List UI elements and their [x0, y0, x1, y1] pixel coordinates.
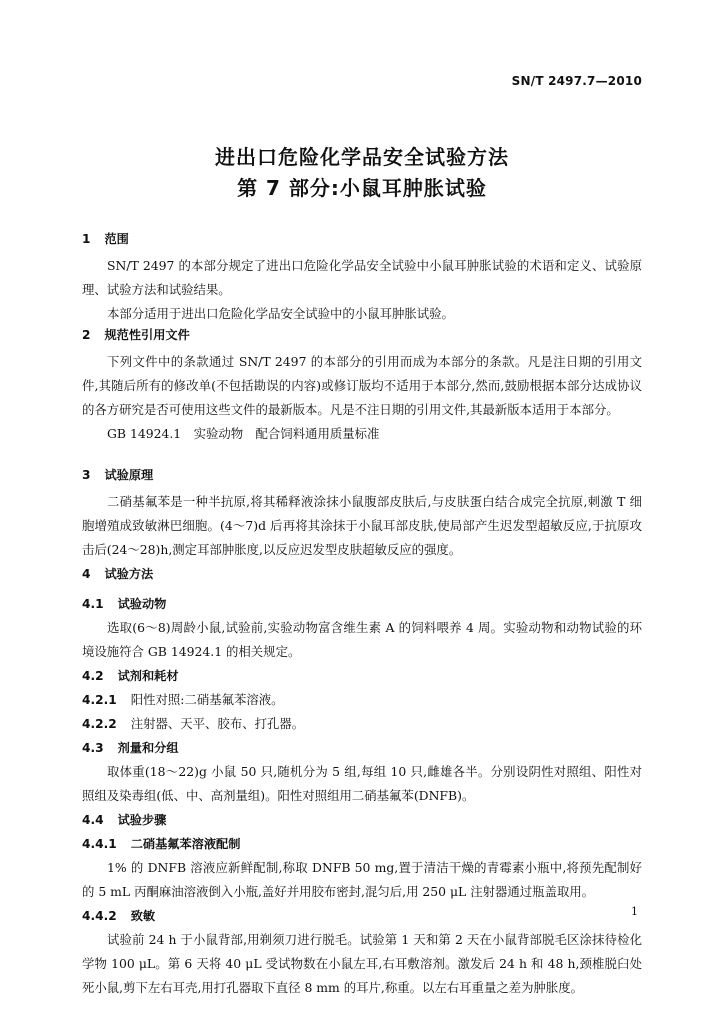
- paragraph: 下列文件中的条款通过 SN/T 2497 的本部分的引用而成为本部分的条款。凡是注日期的引用文件,其随后所有的修改单(不包括勘误的内容)或修订版均不适用于本部分,然而,鼓励根据本部分达成协议的各方研究是否可使用这些文件的最新版本。凡是不注日期的引用文件,其最新版本适用于本部分。: [82, 354, 642, 417]
- paragraph: 1% 的 DNFB 溶液应新鲜配制,称取 DNFB 50 mg,置于清洁干燥的青霉素小瓶中,将预先配制好的 5 mL 丙酮麻油溶液倒入小瓶,盖好并用胶布密封,混匀后,用 250 μL 注射器通过瓶盖取用。: [82, 860, 642, 899]
- paragraph: 二硝基氟苯是一种半抗原,将其稀释液涂抹小鼠腹部皮肤后,与皮肤蛋白结合成完全抗原,刺激 T 细胞增殖成致敏淋巴细胞。(4～7)d 后再将其涂抹于小鼠耳部皮肤,使局部产生迟发型超敏反应,于抗原攻击后(24～28)h,测定耳部肿胀度,以反应迟发型皮肤超敏反应的强度。: [82, 494, 642, 557]
- section-2: [82, 323, 642, 446]
- section-title: 规范性引用文件: [104, 328, 190, 342]
- section-number: 3: [82, 468, 91, 482]
- item-number: 4.2.2: [82, 717, 117, 731]
- standard-code: SN/T 2497.7—2010: [511, 74, 642, 88]
- sub-subsection-number: 4.4.2: [82, 909, 117, 923]
- subsection-heading: [82, 592, 642, 616]
- sub-subsection-title: 致敏: [130, 909, 156, 923]
- subsection-title: 试验动物: [117, 597, 167, 611]
- page-number: 1: [631, 905, 638, 918]
- paragraph: 选取(6～8)周龄小鼠,试验前,实验动物富含维生素 A 的饲料喂养 4 周。实验动物和动物试验的环境设施符合 GB 14924.1 的相关规定。: [82, 620, 642, 659]
- paragraph: 取体重(18～22)g 小鼠 50 只,随机分为 5 组,每组 10 只,雌雄各半。分别设阴性对照组、阳性对照组及染毒组(低、中、高剂量组)。阳性对照组用二硝基氟苯(DNFB)。: [82, 764, 642, 803]
- subsection-number: 4.4: [82, 813, 104, 827]
- subsection-title: 试剂和耗材: [117, 669, 179, 683]
- section-title: 试验原理: [104, 468, 154, 482]
- section-3-heading: [82, 463, 642, 487]
- section-1: [82, 227, 642, 326]
- sub-subsection-title: 二硝基氟苯溶液配制: [130, 837, 241, 851]
- section-number: 2: [82, 328, 91, 342]
- section-4-4: [82, 808, 642, 1000]
- document-title-line-2: 第 7 部分:小鼠耳肿胀试验: [237, 176, 487, 200]
- paragraph: 试验前 24 h 于小鼠背部,用剃须刀进行脱毛。试验第 1 天和第 2 天在小鼠背部脱毛区涂抹待检化学物 100 μL。第 6 天将 40 μL 受试物数在小鼠左耳,右耳敷溶剂。激发后 24 h 和 48 h,颈椎脱臼处死小鼠,剪下左右耳壳,用打孔器取下直径 8 mm 的耳片,称重。以左右耳重量之差为肿胀度。: [82, 932, 642, 995]
- section-4-3: [82, 736, 642, 808]
- subsection-title: 试验步骤: [117, 813, 167, 827]
- section-4: [82, 562, 642, 586]
- subsection-heading: [82, 664, 642, 688]
- section-4-1: [82, 592, 642, 664]
- section-2-heading: [82, 323, 642, 347]
- section-4-2: [82, 664, 642, 736]
- section-4-heading: [82, 562, 642, 586]
- paragraph: 本部分适用于进出口危险化学品安全试验中的小鼠耳肿胀试验。: [107, 306, 454, 321]
- subsection-number: 4.1: [82, 597, 104, 611]
- section-title: 试验方法: [104, 567, 154, 581]
- section-title: 范围: [104, 232, 129, 246]
- section-1-heading: [82, 227, 642, 251]
- section-number: 1: [82, 232, 91, 246]
- subsection-number: 4.2: [82, 669, 104, 683]
- list-item: [82, 688, 642, 712]
- subsection-title: 剂量和分组: [117, 741, 179, 755]
- subsection-heading: [82, 808, 642, 832]
- item-number: 4.2.1: [82, 693, 117, 707]
- section-3: [82, 463, 642, 562]
- subsection-heading: [82, 736, 642, 760]
- item-text: 阳性对照:二硝基氟苯溶液。: [130, 692, 284, 707]
- section-number: 4: [82, 567, 91, 581]
- paragraph: SN/T 2497 的本部分规定了进出口危险化学品安全试验中小鼠耳肿胀试验的术语和定义、试验原理、试验方法和试验结果。: [82, 258, 642, 297]
- subsection-number: 4.3: [82, 741, 104, 755]
- sub-subsection-heading: [82, 832, 642, 856]
- sub-subsection-number: 4.4.1: [82, 837, 117, 851]
- list-item: [82, 712, 642, 736]
- sub-subsection-heading: [82, 904, 642, 928]
- item-text: 注射器、天平、胶布、打孔器。: [130, 716, 305, 731]
- normative-reference: GB 14924.1 实验动物 配合饲料通用质量标准: [107, 426, 380, 441]
- document-title-line-1: 进出口危险化学品安全试验方法: [215, 145, 509, 169]
